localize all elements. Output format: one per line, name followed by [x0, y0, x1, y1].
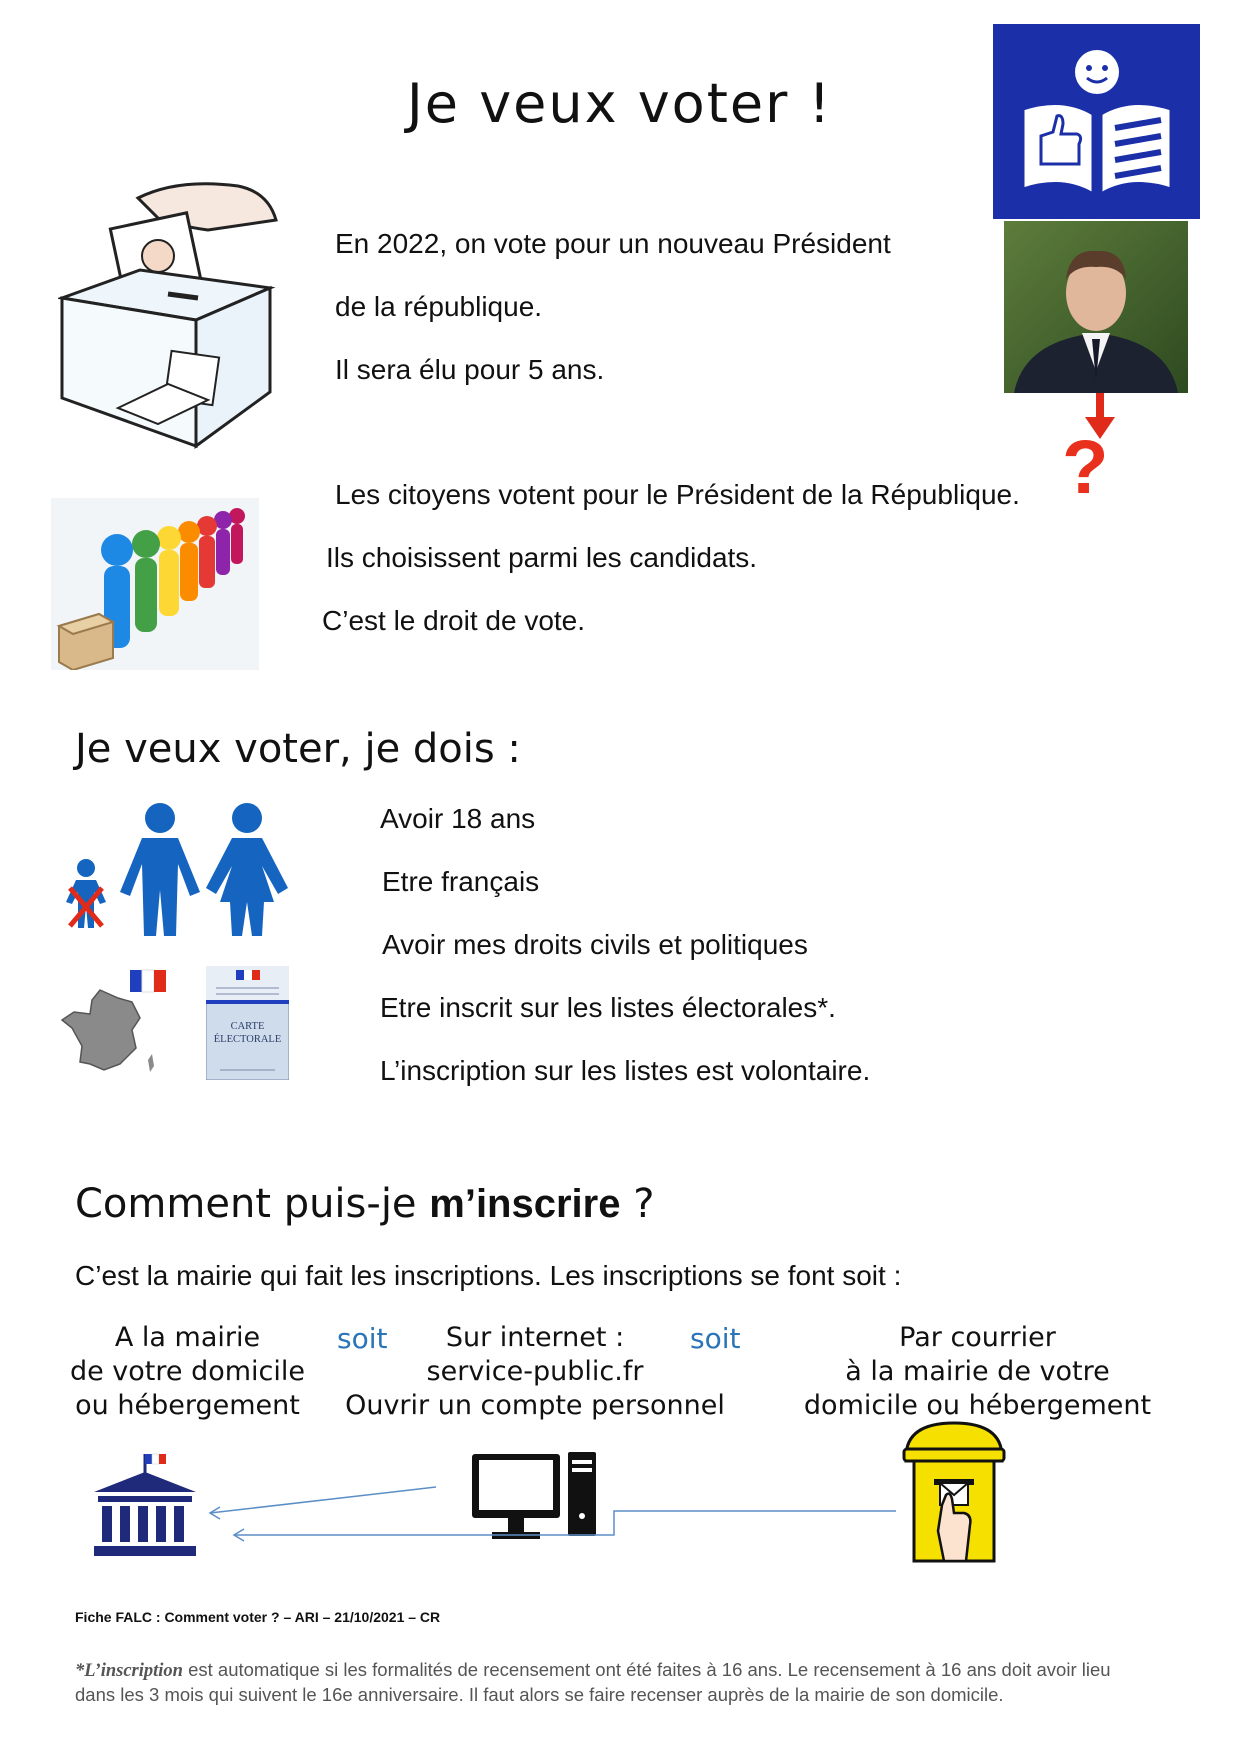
option-line: de votre domicile: [69, 1356, 306, 1387]
connector-arrows: [204, 1485, 900, 1545]
footnote-line-2: dans les 3 mois qui suivent le 16e anniversaire. Il faut alors se faire recenser auprès de la mairie de son domicile.: [75, 1684, 1004, 1705]
requirement-item: L’inscription sur les listes est volontaire.: [380, 1055, 871, 1086]
requirement-item: Etre inscrit sur les listes électorales*.: [380, 992, 836, 1023]
intro-line-2: de la république.: [335, 291, 543, 322]
option-line: Sur internet :: [445, 1322, 625, 1353]
registration-heading: [75, 1181, 654, 1227]
citizens-line-1: Les citoyens votent pour le Président de la République.: [335, 479, 1020, 510]
option-courrier: [800, 1321, 1155, 1423]
question-mark: ?: [1062, 425, 1109, 510]
page-title: Je veux voter !: [406, 72, 833, 135]
mailbox-icon: [902, 1421, 1006, 1563]
option-line: domicile ou hébergement: [803, 1390, 1152, 1421]
registration-intro: C’est la mairie qui fait les inscriptions. Les inscriptions se font soit :: [75, 1260, 902, 1291]
requirements-heading: Je veux voter, je dois :: [75, 726, 521, 772]
card-title-line-1: CARTE: [230, 1021, 265, 1032]
option-line: à la mairie de votre: [845, 1356, 1110, 1387]
option-line: Ouvrir un compte personnel: [345, 1390, 725, 1421]
card-title-line-2: ÉLECTORALE: [213, 1034, 282, 1045]
age-pictogram: [60, 802, 296, 938]
option-line: Par courrier: [899, 1322, 1056, 1353]
footnote: [75, 1658, 1175, 1707]
ballot-box-illustration: [58, 178, 280, 450]
citizens-line-3: C’est le droit de vote.: [322, 605, 586, 636]
voters-queue-illustration: [51, 498, 259, 670]
footnote-line-1: est automatique si les formalités de recensement ont été faites à 16 ans. Le recensement à 16 ans doit avoir lieu: [182, 1659, 1111, 1680]
option-line: A la mairie: [114, 1322, 261, 1353]
separator-soit: soit: [690, 1322, 741, 1355]
requirement-item: Etre français: [382, 866, 540, 897]
option-line: service-public.fr: [426, 1356, 644, 1387]
town-hall-icon: [92, 1452, 198, 1558]
footnote-star: *L’inscription: [75, 1661, 183, 1681]
registration-heading-pre: Comment puis-je: [75, 1181, 430, 1227]
citizens-line-2: Ils choisissent parmi les candidats.: [326, 542, 758, 573]
france-map-icon: [60, 968, 172, 1078]
requirement-item: Avoir mes droits civils et politiques: [382, 929, 808, 960]
easy-read-logo: [993, 24, 1200, 219]
option-line: ou hébergement: [75, 1390, 300, 1421]
requirement-item: Avoir 18 ans: [380, 803, 536, 834]
voter-card: [206, 966, 289, 1080]
president-portrait: [1004, 221, 1188, 393]
separator-soit: soit: [337, 1322, 388, 1355]
option-internet: [340, 1321, 730, 1423]
intro-line-3: Il sera élu pour 5 ans.: [335, 354, 605, 385]
document-reference: Fiche FALC : Comment voter ? – ARI – 21/10/2021 – CR: [75, 1609, 441, 1625]
registration-heading-bold: m’inscrire: [429, 1182, 621, 1226]
registration-heading-post: ?: [620, 1181, 655, 1227]
option-mairie: [60, 1321, 315, 1423]
intro-line-1: En 2022, on vote pour un nouveau Président: [335, 228, 891, 259]
